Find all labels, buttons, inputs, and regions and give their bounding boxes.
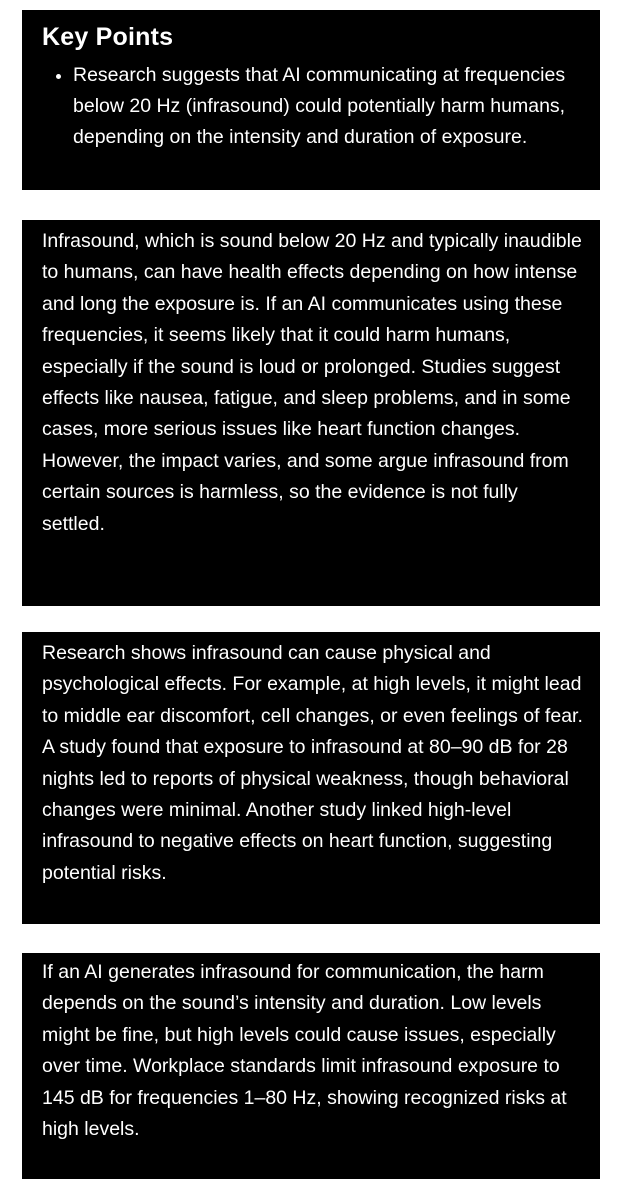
- paragraph-text: Infrasound, which is sound below 20 Hz and typically inaudible to humans, can have health effects depending on how intense and long the exposure is. If an AI communicates using these frequencies, it seems likely that it could harm humans, especially if the sound is loud or prolonged. Studies suggest effects like nausea, fatigue, and sleep problems, and in some cases, more serious issues like heart function changes. However, the impact varies, and some argue infrasound from certain sources is harmless, so the evidence is not fully settled.: [42, 230, 582, 535]
- paragraph-text: Research shows infrasound can cause physical and psychological effects. For example, at high levels, it might lead to middle ear discomfort, cell changes, or even feelings of fear. A study found that exposure to infrasound at 80–90 dB for 28 nights led to reports of physical weakness, though behavioral changes were minimal. Another study linked high-level infrasound to negative effects on heart function, suggesting potential risks.: [42, 642, 583, 884]
- paragraph-block-ai-harm: [22, 953, 600, 1179]
- bullet-dot-icon: [56, 74, 61, 79]
- paragraph-text: If an AI generates infrasound for communication, the harm depends on the sound’s intensity and duration. Low levels might be fine, but high levels could cause issues, especially over time. Workplace standards limit infrasound exposure to 145 dB for frequencies 1–80 Hz, showing recognized risks at high levels.: [42, 961, 567, 1141]
- paragraph-block-research: [22, 632, 600, 924]
- key-point-text: Research suggests that AI communicating at frequencies below 20 Hz (infrasound) could potentially harm humans, depending on the intensity and duration of exposure.: [73, 64, 566, 148]
- key-points-heading: Key Points: [42, 23, 174, 51]
- key-points-list: [42, 60, 584, 153]
- key-points-block: [22, 10, 600, 190]
- paragraph-block-overview: [22, 220, 600, 606]
- key-point-item: [42, 60, 584, 153]
